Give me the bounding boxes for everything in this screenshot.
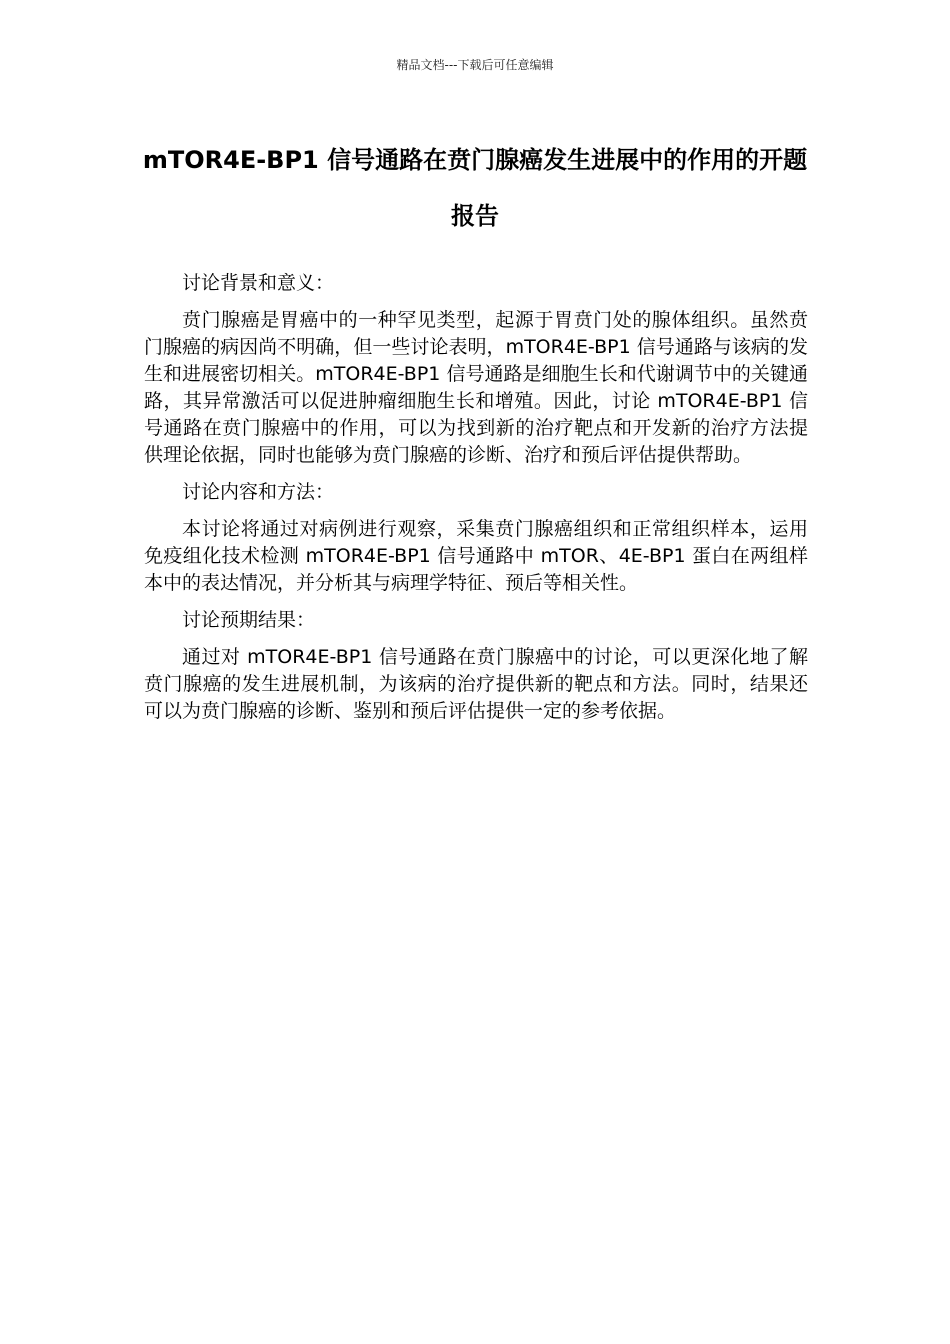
section-heading-background: 讨论背景和意义： (182, 272, 335, 294)
section-body-background: 贲门腺癌是胃癌中的一种罕见类型，起源于胃贲门处的腺体组织。虽然贲门腺癌的病因尚不明确，但一些讨论表明，mTOR4E-BP1 信号通路与该病的发生和进展密切相关。mTOR4E-BP1 信号通路是细胞生长和代谢调节中的关键通路，其异常激活可以促进肿瘤细胞生长和增殖。因此，讨论 mTOR4E-BP1 信号通路在贲门腺癌中的作用，可以为找到新的治疗靶点和开发新的治疗方法提供理论依据，同时也能够为贲门腺癌的诊断、治疗和预后评估提供帮助。 (144, 309, 808, 466)
section-body-expected-results: 通过对 mTOR4E-BP1 信号通路在贲门腺癌中的讨论，可以更深化地了解贲门腺癌的发生进展机制，为该病的治疗提供新的靶点和方法。同时，结果还可以为贲门腺癌的诊断、鉴别和预后评估提供一定的参考依据。 (144, 646, 808, 722)
section-heading-expected-results: 讨论预期结果： (182, 609, 316, 631)
document-title: mTOR4E-BP1 信号通路在贲门腺癌发生进展中的作用的开题报告 (142, 146, 808, 230)
page-header: 精品文档---下载后可任意编辑 (396, 58, 554, 72)
document-body (144, 270, 808, 735)
section-body-methods: 本讨论将通过对病例进行观察，采集贲门腺癌组织和正常组织样本，运用免疫组化技术检测 mTOR4E-BP1 信号通路中 mTOR、4E-BP1 蛋白在两组样本中的表达情况，并分析其与病理学特征、预后等相关性。 (144, 518, 808, 594)
section-heading-methods: 讨论内容和方法： (182, 481, 335, 503)
